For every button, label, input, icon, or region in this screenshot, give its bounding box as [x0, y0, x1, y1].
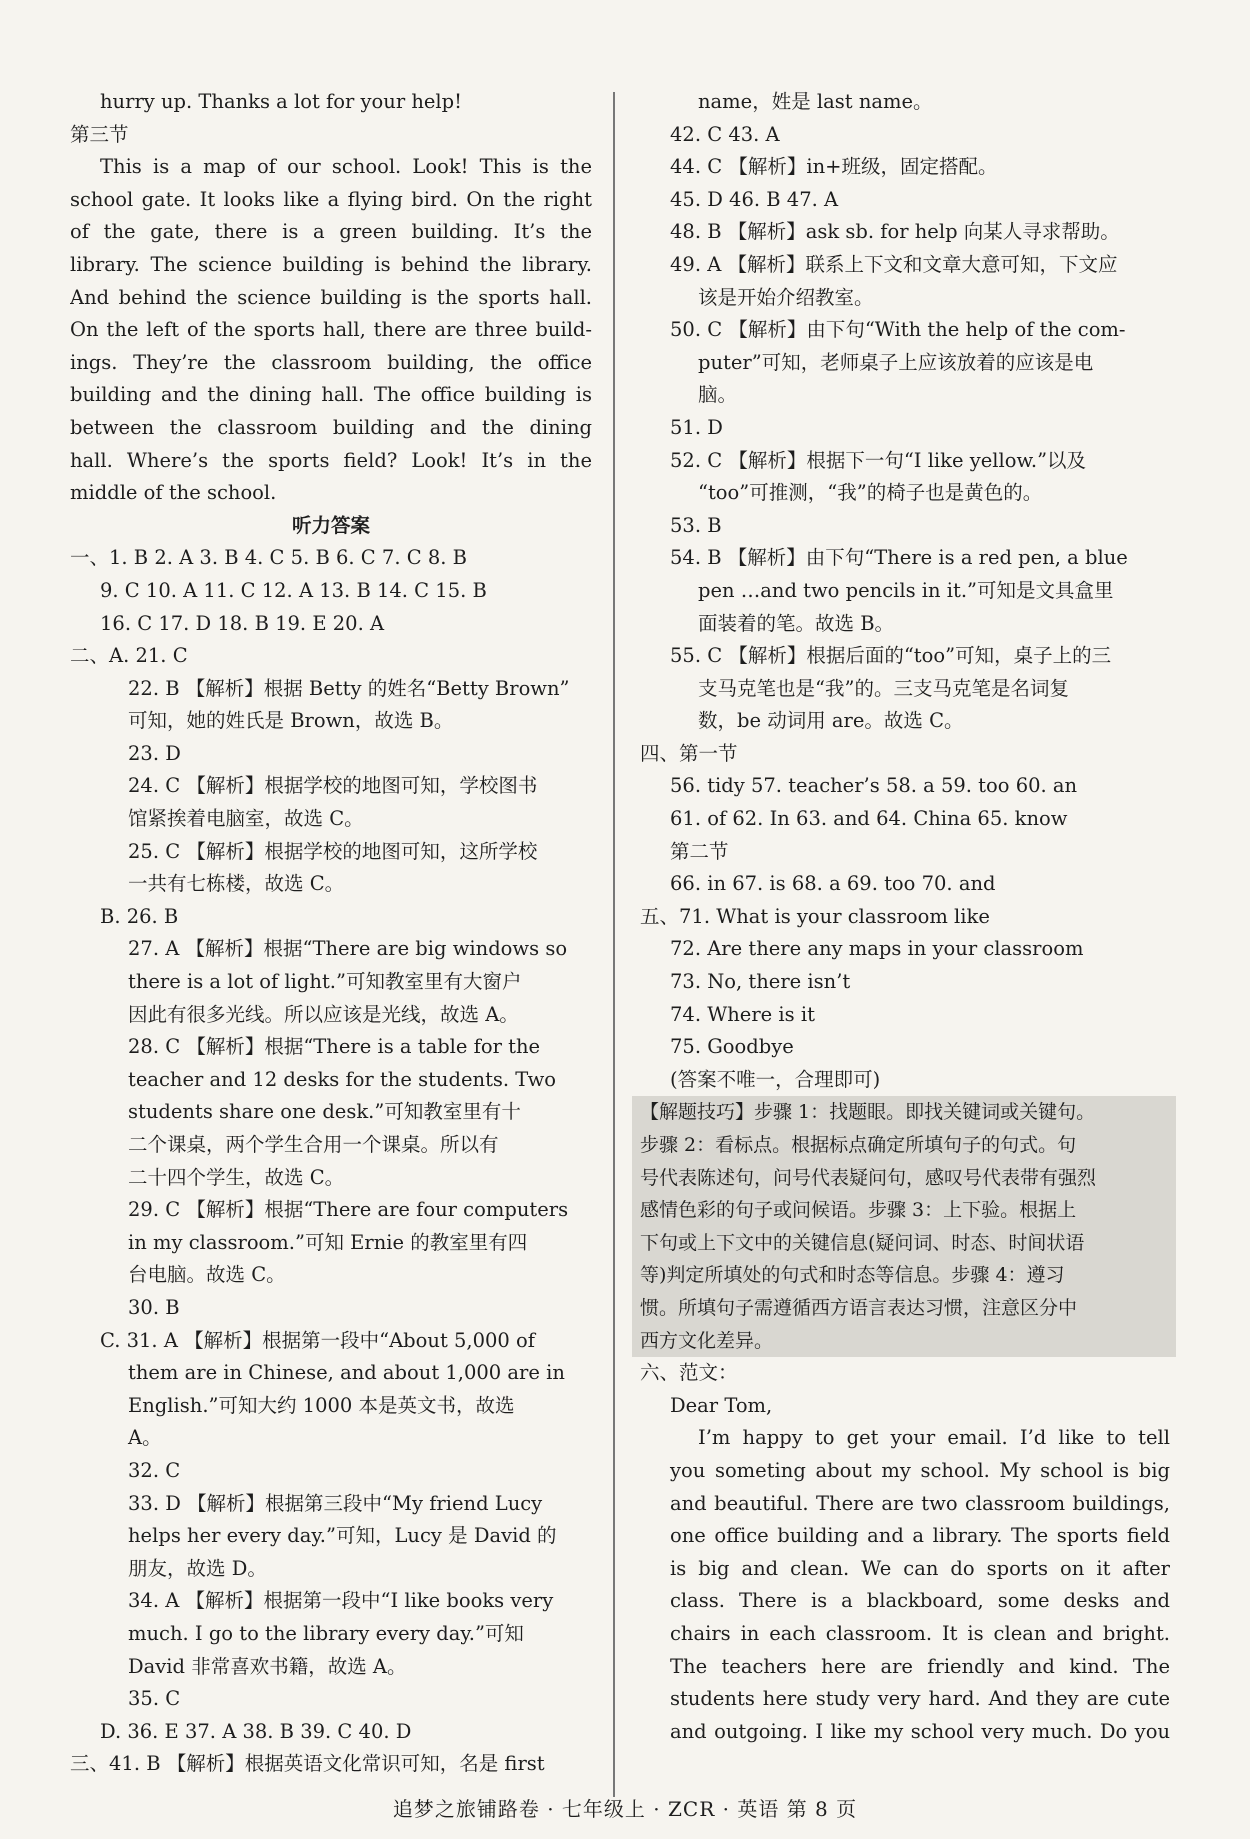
text-line: helps her every day.”可知，Lucy 是 David 的: [128, 1524, 557, 1548]
text-line: 32. C: [128, 1458, 181, 1482]
text-line: (答案不唯一，合理即可): [670, 1067, 881, 1091]
text-line: 朋友，故选 D。: [128, 1556, 267, 1580]
text-line: 52. C 【解析】根据下一句“I like yellow.”以及: [670, 448, 1087, 472]
text-line: there is a lot of light.”可知教室里有大窗户: [128, 970, 522, 994]
text-line: chairs in each classroom. It is clean and bright.: [670, 1621, 1170, 1645]
text-line: 脑。: [698, 383, 738, 407]
text-line: 35. C: [128, 1687, 181, 1711]
text-line: 73. No, there isn’t: [670, 970, 851, 994]
text-line: one office building and a library. The sports field: [670, 1524, 1170, 1548]
text-line: 五、71. What is your classroom like: [640, 904, 990, 928]
text-line: 一共有七栋楼，故选 C。: [128, 872, 345, 896]
text-line: you someting about my school. My school is big: [670, 1458, 1170, 1482]
text-line: puter”可知，老师桌子上应该放着的应该是电: [698, 350, 1094, 374]
text-line: between the classroom building and the dining: [70, 415, 592, 439]
sample-essay: [640, 1357, 1170, 1748]
text-line: C. 31. A 【解析】根据第一段中“About 5,000 of: [100, 1328, 535, 1352]
text-line: pen …and two pencils in it.”可知是文具盒里: [698, 578, 1114, 602]
text-line: 24. C 【解析】根据学校的地图可知，学校图书: [128, 774, 538, 798]
text-line: teacher and 12 desks for the students. Two: [128, 1067, 557, 1091]
text-line: 16. C 17. D 18. B 19. E 20. A: [100, 611, 385, 635]
text-line: 34. A 【解析】根据第一段中“I like books very: [128, 1589, 554, 1613]
text-line: students here study very hard. And they are cute: [670, 1687, 1170, 1711]
text-line: in my classroom.”可知 Ernie 的教室里有四: [128, 1230, 528, 1254]
text-line: 该是开始介绍教室。: [698, 285, 874, 309]
text-line: On the left of the sports hall, there are three build-: [70, 318, 592, 342]
text-line: 75. Goodbye: [670, 1035, 794, 1059]
text-line: 27. A 【解析】根据“There are big windows so: [128, 937, 568, 961]
left-column: [70, 86, 592, 1781]
text-line: 25. C 【解析】根据学校的地图可知，这所学校: [128, 839, 538, 863]
text-line: I’m happy to get your email. I’d like to tell: [698, 1426, 1170, 1450]
text-line: 49. A 【解析】联系上下文和文章大意可知，下文应: [670, 252, 1118, 276]
text-line: 可知，她的姓氏是 Brown，故选 B。: [128, 709, 454, 733]
text-line: 9. C 10. A 11. C 12. A 13. B 14. C 15. B: [100, 578, 487, 602]
text-line: 西方文化差异。: [640, 1329, 774, 1352]
text-line: 等)判定所填处的句式和时态等信息。步骤 4：遵习: [640, 1264, 1065, 1287]
text-line: The teachers here are friendly and kind. The: [670, 1654, 1170, 1678]
text-line: 六、范文：: [640, 1361, 738, 1385]
text-line: 一、1. B 2. A 3. B 4. C 5. B 6. C 7. C 8. B: [70, 546, 467, 570]
page-footer: 追梦之旅铺路卷 · 七年级上 · ZCR · 英语 第 8 页: [392, 1797, 858, 1821]
text-line: 72. Are there any maps in your classroom: [670, 937, 1084, 961]
text-line: middle of the school.: [70, 481, 277, 505]
text-line: 30. B: [128, 1295, 180, 1319]
right-column: [640, 86, 1170, 1748]
text-line: 56. tidy 57. teacher’s 58. a 59. too 60. an: [670, 774, 1078, 798]
text-line: And behind the science building is the sports hall.: [70, 285, 592, 309]
text-line: 53. B: [670, 513, 722, 537]
text-line: 61. of 62. In 63. and 64. China 65. know: [670, 807, 1068, 831]
column-divider: [613, 92, 615, 1797]
text-line: 23. D: [128, 741, 181, 765]
text-line: library. The science building is behind the library.: [70, 252, 592, 276]
text-line: 66. in 67. is 68. a 69. too 70. and: [670, 872, 996, 896]
text-line: David 非常喜欢书籍，故选 A。: [128, 1654, 407, 1678]
text-line: 55. C 【解析】根据后面的“too”可知，桌子上的三: [670, 644, 1112, 668]
text-line: 二十四个学生，故选 C。: [128, 1165, 345, 1189]
text-line: 29. C 【解析】根据“There are four computers: [128, 1198, 569, 1222]
text-line: 支马克笔也是“我”的。三支马克笔是名词复: [698, 676, 1069, 700]
text-line: 第二节: [670, 839, 729, 863]
text-line: 数，be 动词用 are。故选 C。: [698, 709, 964, 733]
text-line: school gate. It looks like a flying bird. On the right: [70, 187, 592, 211]
tips-box: [632, 1096, 1176, 1357]
text-line: 42. C 43. A: [670, 122, 780, 146]
text-line: class. There is a blackboard, some desks and: [670, 1589, 1170, 1613]
text-line: 28. C 【解析】根据“There is a table for the: [128, 1035, 541, 1059]
text-line: 54. B 【解析】由下句“There is a red pen, a blue: [670, 546, 1128, 570]
text-line: D. 36. E 37. A 38. B 39. C 40. D: [100, 1719, 412, 1743]
text-line: A。: [128, 1426, 162, 1450]
text-line: hall. Where’s the sports field? Look! It’s in the: [70, 448, 592, 472]
text-line: much. I go to the library every day.”可知: [128, 1621, 524, 1645]
text-line: 下句或上下文中的关键信息(疑问词、时态、时间状语: [640, 1231, 1085, 1254]
text-line: 号代表陈述句，问号代表疑问句，感叹号代表带有强烈: [640, 1166, 1097, 1189]
text-line: 【解题技巧】步骤 1：找题眼。即找关键词或关键句。: [640, 1101, 1096, 1124]
text-line: is big and clean. We can do sports on it after: [670, 1556, 1170, 1580]
text-line: 步骤 2：看标点。根据标点确定所填句子的句式。句: [640, 1134, 1077, 1156]
text-line: 感情色彩的句子或问候语。步骤 3：上下验。根据上: [640, 1199, 1077, 1222]
text-line: hurry up. Thanks a lot for your help!: [100, 90, 462, 113]
text-line: name，姓是 last name。: [698, 90, 933, 113]
text-line: 51. D: [670, 415, 723, 439]
text-line: and outgoing. I like my school very much. Do you: [670, 1719, 1170, 1743]
text-line: 50. C 【解析】由下句“With the help of the com-: [670, 318, 1126, 342]
text-line: Dear Tom,: [670, 1393, 773, 1417]
text-line: 听力答案: [291, 513, 370, 537]
text-line: 面装着的笔。故选 B。: [698, 611, 895, 635]
text-line: and beautiful. There are two classroom buildings,: [670, 1491, 1170, 1515]
text-line: 四、第一节: [640, 741, 738, 765]
text-line: 二个课桌，两个学生合用一个课桌。所以有: [128, 1133, 499, 1156]
text-line: English.”可知大约 1000 本是英文书，故选: [128, 1393, 515, 1417]
text-line: 馆紧挨着电脑室，故选 C。: [128, 807, 364, 831]
text-line: building and the dining hall. The office building is: [70, 383, 592, 407]
text-line: 48. B 【解析】ask sb. for help 向某人寻求帮助。: [670, 220, 1120, 244]
text-line: 45. D 46. B 47. A: [670, 187, 839, 211]
text-line: 第三节: [70, 122, 129, 146]
text-line: of the gate, there is a green building. It’s the: [70, 220, 592, 244]
text-line: B. 26. B: [100, 904, 179, 928]
text-line: 二、A. 21. C: [70, 644, 188, 668]
text-line: 33. D 【解析】根据第三段中“My friend Lucy: [128, 1491, 543, 1515]
text-line: them are in Chinese, and about 1,000 are in: [128, 1361, 565, 1385]
text-line: students share one desk.”可知教室里有十: [128, 1100, 521, 1124]
text-line: This is a map of our school. Look! This is the: [100, 155, 592, 179]
text-line: 44. C 【解析】in+班级，固定搭配。: [670, 155, 998, 179]
text-line: 22. B 【解析】根据 Betty 的姓名“Betty Brown”: [128, 676, 570, 700]
text-line: 因此有很多光线。所以应该是光线，故选 A。: [128, 1002, 519, 1026]
text-line: ings. They’re the classroom building, the office: [70, 350, 592, 374]
text-line: “too”可推测，“我”的椅子也是黄色的。: [698, 481, 1043, 505]
text-line: 三、41. B 【解析】根据英语文化常识可知，名是 first: [70, 1752, 545, 1776]
text-line: 台电脑。故选 C。: [128, 1263, 286, 1287]
answer-list: [640, 86, 1170, 1096]
text-line: 惯。所填句子需遵循西方语言表达习惯，注意区分中: [640, 1296, 1078, 1319]
text-line: 74. Where is it: [670, 1002, 815, 1026]
